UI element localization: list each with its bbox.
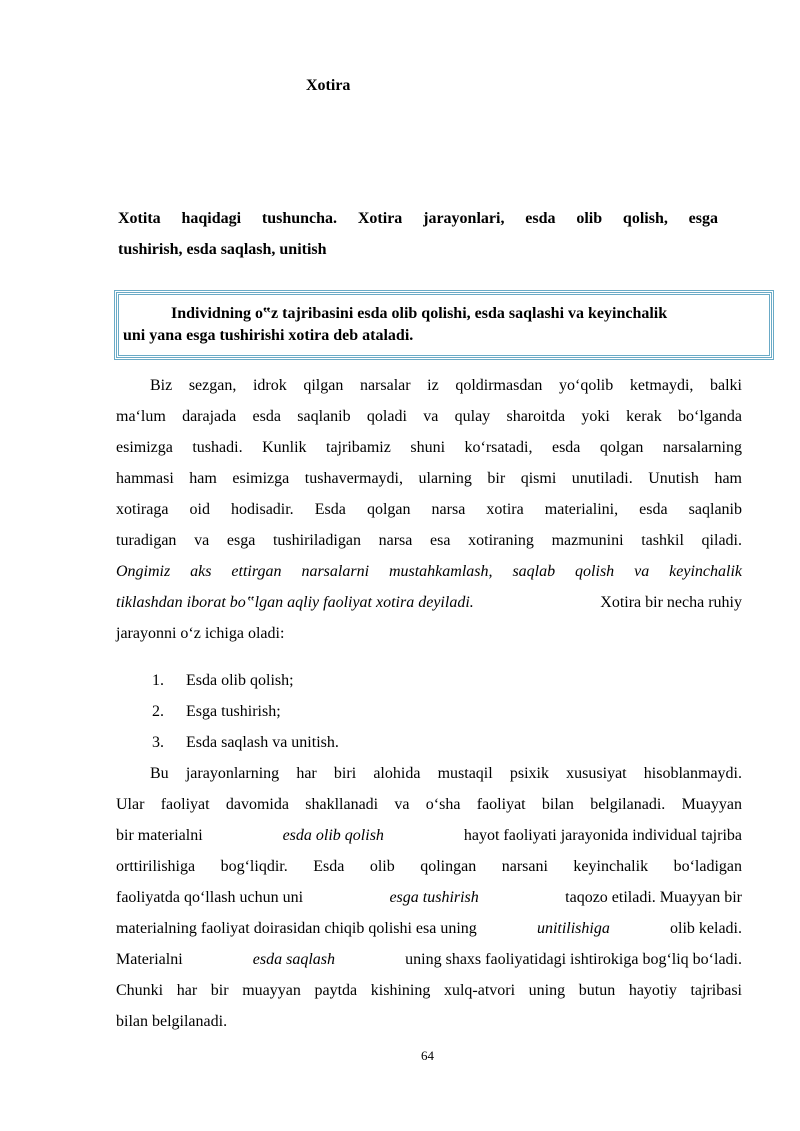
paragraph-line: jarayonni o‘z ichiga oladi: (116, 625, 285, 642)
definition-line-1: Individning o‟z tajribasini esda olib qolishi, esda saqlashi va keyinchalik (171, 305, 668, 322)
list-item-text: Esda olib qolish; (186, 672, 294, 689)
page-title: Xotira (306, 77, 351, 94)
paragraph-line: bilan belgilanadi. (116, 1013, 228, 1030)
list-item-number: 2. (152, 703, 164, 720)
paragraph-line: esimizga tushadi. Kunlik tajribamiz shuni ko‘rsatadi, esda qolgan narsalarning (116, 439, 742, 456)
paragraph-line: orttirilishiga bog‘liqdir. Esda olib qolingan narsani keyinchalik bo‘ladigan (116, 858, 742, 875)
section-heading-line-2: tushirish, esda saqlash, unitish (118, 241, 327, 258)
list-item (152, 665, 339, 696)
paragraph-line: xotiraga oid hodisadir. Esda qolgan narsa xotira materialini, esda saqlanib (116, 501, 742, 518)
plain-text: taqozo etiladi. Muayyan bir (565, 889, 742, 906)
paragraph-line (116, 944, 742, 975)
list-item-text: Esga tushirish; (186, 703, 281, 720)
paragraph-line (116, 820, 742, 851)
paragraph-line (116, 882, 742, 913)
list-item-number: 1. (152, 672, 164, 689)
page-number: 64 (421, 1048, 434, 1063)
paragraph-line: Chunki har bir muayyan paytda kishining xulq-atvori uning butun hayotiy tajribasi (116, 982, 742, 999)
section-heading-line-1: Xotita haqidagi tushuncha. Xotira jarayonlari, esda olib qolish, esga (118, 210, 718, 227)
list-item (152, 727, 339, 758)
definition-box (116, 292, 772, 358)
process-list (152, 665, 339, 758)
section-heading (118, 203, 718, 265)
plain-text: bir materialni (116, 827, 203, 844)
plain-text: olib keladi. (670, 920, 742, 937)
paragraph-line: Ular faoliyat davomida shakllanadi va o‘sha faoliyat bilan belgilanadi. Muayyan (116, 796, 742, 813)
definition-line-2: uni yana esga tushirishi xotira deb ataladi. (123, 327, 414, 344)
paragraph-line: Biz sezgan, idrok qilgan narsalar iz qoldirmasdan yo‘qolib ketmaydi, balki (150, 377, 742, 394)
list-item-number: 3. (152, 734, 164, 751)
italic-text: esda olib qolish (282, 827, 384, 844)
italic-text: Ongimiz aks ettirgan narsalarni mustahkamlash, saqlab qolish va keyinchalik (116, 563, 742, 580)
paragraph-line (116, 587, 742, 618)
plain-text: Xotira bir necha ruhiy (600, 594, 742, 611)
paragraph-line (116, 913, 742, 944)
plain-text: uning shaxs faoliyatidagi ishtirokiga bog‘liq bo‘ladi. (405, 951, 742, 968)
paragraph-line-italic (116, 556, 742, 587)
paragraph-line: hammasi ham esimizga tushavermaydi, ularning bir qismi unutiladi. Unutish ham (116, 470, 742, 487)
paragraph-line: turadigan va esga tushiriladigan narsa esa xotiraning mazmunini tashkil qiladi. (116, 532, 742, 549)
plain-text: Materialni (116, 951, 183, 968)
paragraph-line: Bu jarayonlarning har biri alohida mustaqil psixik xususiyat hisoblanmaydi. (150, 765, 742, 782)
list-item-text: Esda saqlash va unitish. (186, 734, 339, 751)
italic-text: tiklashdan iborat bo‟lgan aqliy faoliyat xotira deyiladi. (116, 594, 474, 611)
italic-text: unitilishiga (536, 920, 610, 937)
plain-text: hayot faoliyati jarayonida individual tajriba (463, 827, 742, 844)
paragraph-1 (116, 370, 742, 649)
paragraph-line: ma‘lum darajada esda saqlanib qoladi va qulay sharoitda yoki kerak bo‘lganda (116, 408, 742, 425)
italic-text: esda saqlash (252, 951, 336, 968)
list-item (152, 696, 339, 727)
paragraph-2 (116, 758, 742, 1037)
plain-text: materialning faoliyat doirasidan chiqib qolishi esa uning (116, 920, 477, 937)
plain-text: faoliyatda qo‘llash uchun uni (116, 889, 304, 906)
italic-text: esga tushirish (389, 889, 479, 906)
